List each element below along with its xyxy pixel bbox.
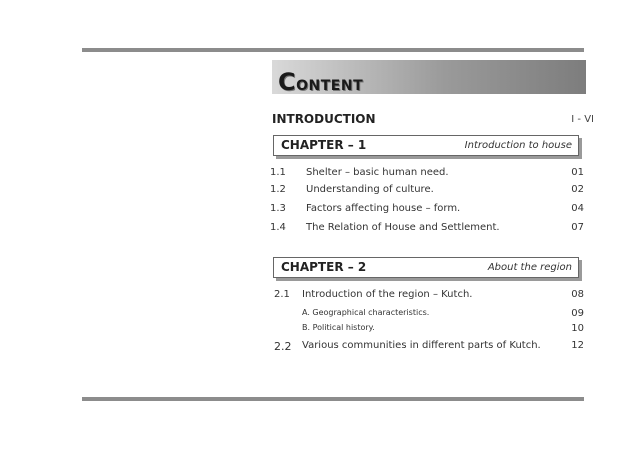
introduction-pages: I - VI — [571, 114, 594, 125]
chapter-1-subtitle: Introduction to house — [464, 140, 572, 151]
toc-subentry — [270, 308, 584, 324]
toc-entry-number: 1.3 — [270, 203, 286, 214]
top-rule — [82, 48, 584, 52]
chapter-2-subtitle: About the region — [487, 262, 572, 273]
toc-entry-page: 07 — [571, 222, 584, 233]
toc-subentry-page: 09 — [571, 308, 584, 319]
toc-entry-page: 02 — [571, 184, 584, 195]
toc-subentry-text: A. Geographical characteristics. — [302, 308, 430, 317]
toc-entry-number: 2.2 — [274, 340, 292, 353]
bottom-rule — [82, 397, 584, 401]
toc-entry-text: Shelter – basic human need. — [306, 167, 449, 178]
toc-entry — [270, 203, 584, 219]
toc-entry-page: 12 — [571, 340, 584, 351]
toc-subentry — [270, 323, 584, 339]
toc-entry-number: 1.4 — [270, 222, 286, 233]
toc-entry-text: Introduction of the region – Kutch. — [302, 289, 473, 300]
chapter-2-title: CHAPTER – 2 — [281, 260, 367, 274]
toc-entry — [270, 340, 584, 356]
chapter-1-title: CHAPTER – 1 — [281, 138, 367, 152]
toc-subentry-page: 10 — [571, 323, 584, 334]
toc-subentry-text: B. Political history. — [302, 323, 375, 332]
toc-entry — [270, 222, 584, 238]
toc-entry-text: Various communities in different parts of Kutch. — [302, 340, 541, 351]
toc-entry-number: 1.2 — [270, 184, 286, 195]
introduction-title: INTRODUCTION — [272, 112, 376, 126]
toc-entry-page: 04 — [571, 203, 584, 214]
content-heading — [278, 68, 363, 96]
chapter-1-box — [273, 135, 579, 156]
content-heading-initial: C — [278, 68, 297, 96]
toc-entry-number: 2.1 — [274, 289, 290, 300]
toc-entry-page: 08 — [571, 289, 584, 300]
toc-entry-text: Understanding of culture. — [306, 184, 434, 195]
toc-entry — [270, 167, 584, 183]
toc-entry-text: The Relation of House and Settlement. — [306, 222, 500, 233]
toc-entry — [270, 184, 584, 200]
toc-entry-page: 01 — [571, 167, 584, 178]
content-heading-rest: ONTENT — [296, 78, 364, 94]
toc-entry — [270, 289, 584, 305]
toc-entry-text: Factors affecting house – form. — [306, 203, 461, 214]
toc-entry-number: 1.1 — [270, 167, 286, 178]
chapter-2-box — [273, 257, 579, 278]
